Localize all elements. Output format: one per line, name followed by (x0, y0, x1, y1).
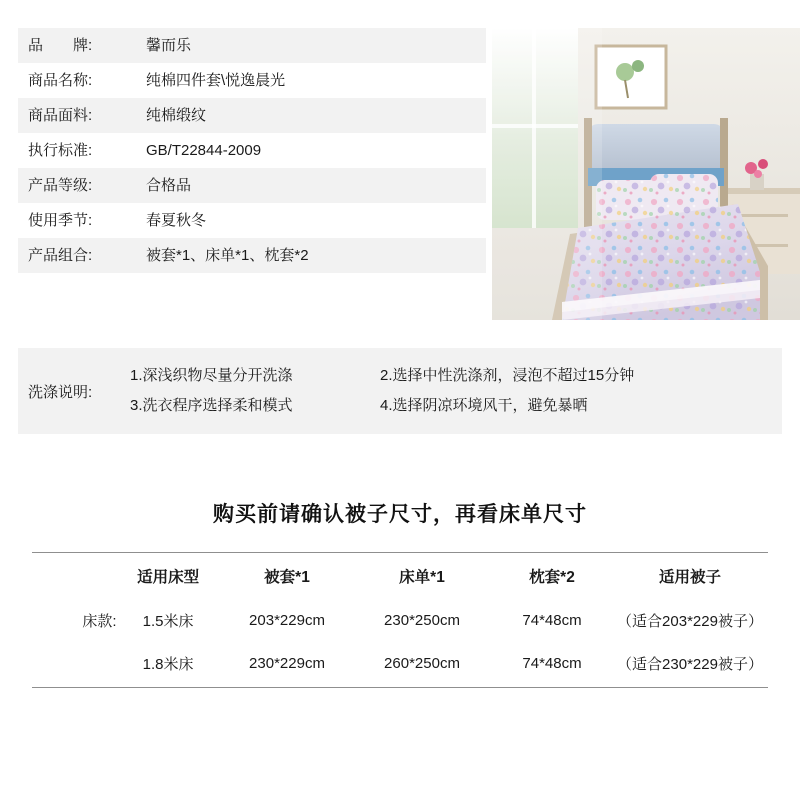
bedroom-scene-illustration (492, 28, 800, 320)
row-pillowcase: 74*48cm (522, 655, 582, 672)
table-row (18, 168, 486, 203)
header-suitable-quilt: 适用被子 (658, 569, 721, 586)
header-bed-type-label: 适用床型 (137, 569, 200, 586)
washing-item-3: 3.洗衣程序选择柔和模式 (130, 397, 293, 414)
divider-bottom (32, 687, 768, 688)
header-bed-sheet: 床单*1 (399, 569, 445, 586)
row-quilt-cover: 230*229cm (249, 655, 325, 672)
spec-value: 春夏秋冬 (146, 212, 207, 229)
row-pillowcase: 74*48cm (522, 612, 582, 629)
row-suitable-quilt: （适合203*229被子） (617, 613, 763, 630)
washing-instructions-list (130, 361, 782, 421)
size-table-header-row (32, 553, 768, 599)
header-pillowcase: 枕套*2 (529, 569, 575, 586)
table-row (18, 28, 486, 63)
spec-value: 纯棉四件套\悦逸晨光 (146, 72, 286, 89)
washing-item-4: 4.选择阴凉环境风干，避免暴晒 (380, 397, 588, 414)
row-bed-type-value: 1.5米床 (142, 613, 194, 630)
washing-item-1: 1.深浅织物尽量分开洗涤 (130, 367, 293, 384)
spec-label: 使用季节: (28, 212, 93, 229)
specification-table (18, 28, 486, 273)
row-bed-type (32, 642, 222, 685)
table-row (18, 238, 486, 273)
row-bed-sheet: 260*250cm (384, 655, 460, 672)
row-bed-type-value: 1.8米床 (142, 656, 194, 673)
table-row (18, 63, 486, 98)
header-quilt-cover: 被套*1 (264, 569, 310, 586)
product-photo (492, 28, 800, 320)
spec-value: 馨而乐 (146, 37, 192, 54)
spec-label: 商品名称: (28, 72, 93, 89)
spec-label: 产品等级: (28, 177, 93, 194)
spec-label: 产品组合: (28, 247, 93, 264)
row-bed-sheet: 230*250cm (384, 612, 460, 629)
washing-row-1 (130, 361, 772, 391)
spec-value: 被套*1、床单*1、枕套*2 (146, 247, 309, 264)
spec-value: 合格品 (146, 177, 192, 194)
size-table (32, 553, 768, 685)
spec-label: 商品面料: (28, 107, 93, 124)
header-bed-type (32, 553, 222, 599)
table-row (18, 133, 486, 168)
table-row (32, 642, 768, 685)
row-prefix: 床款: (82, 613, 117, 630)
table-row (32, 599, 768, 642)
spec-value: GB/T22844-2009 (146, 142, 262, 159)
table-row (18, 98, 486, 133)
washing-item-2: 2.选择中性洗涤剂，浸泡不超过15分钟 (380, 367, 635, 384)
washing-instructions-label: 洗涤说明: (28, 383, 93, 401)
size-table-wrapper (32, 552, 768, 688)
spec-label: 执行标准: (28, 142, 93, 159)
size-section-heading: 购买前请确认被子尺寸，再看床单尺寸 (213, 503, 587, 526)
spec-value: 纯棉缎纹 (146, 107, 207, 124)
table-row (18, 203, 486, 238)
row-bed-type (32, 599, 222, 642)
washing-instructions-block (18, 348, 782, 434)
top-section (18, 28, 782, 273)
row-suitable-quilt: （适合230*229被子） (617, 656, 763, 673)
washing-row-2 (130, 391, 772, 421)
row-quilt-cover: 203*229cm (249, 612, 325, 629)
spec-label: 品 牌: (28, 37, 93, 54)
